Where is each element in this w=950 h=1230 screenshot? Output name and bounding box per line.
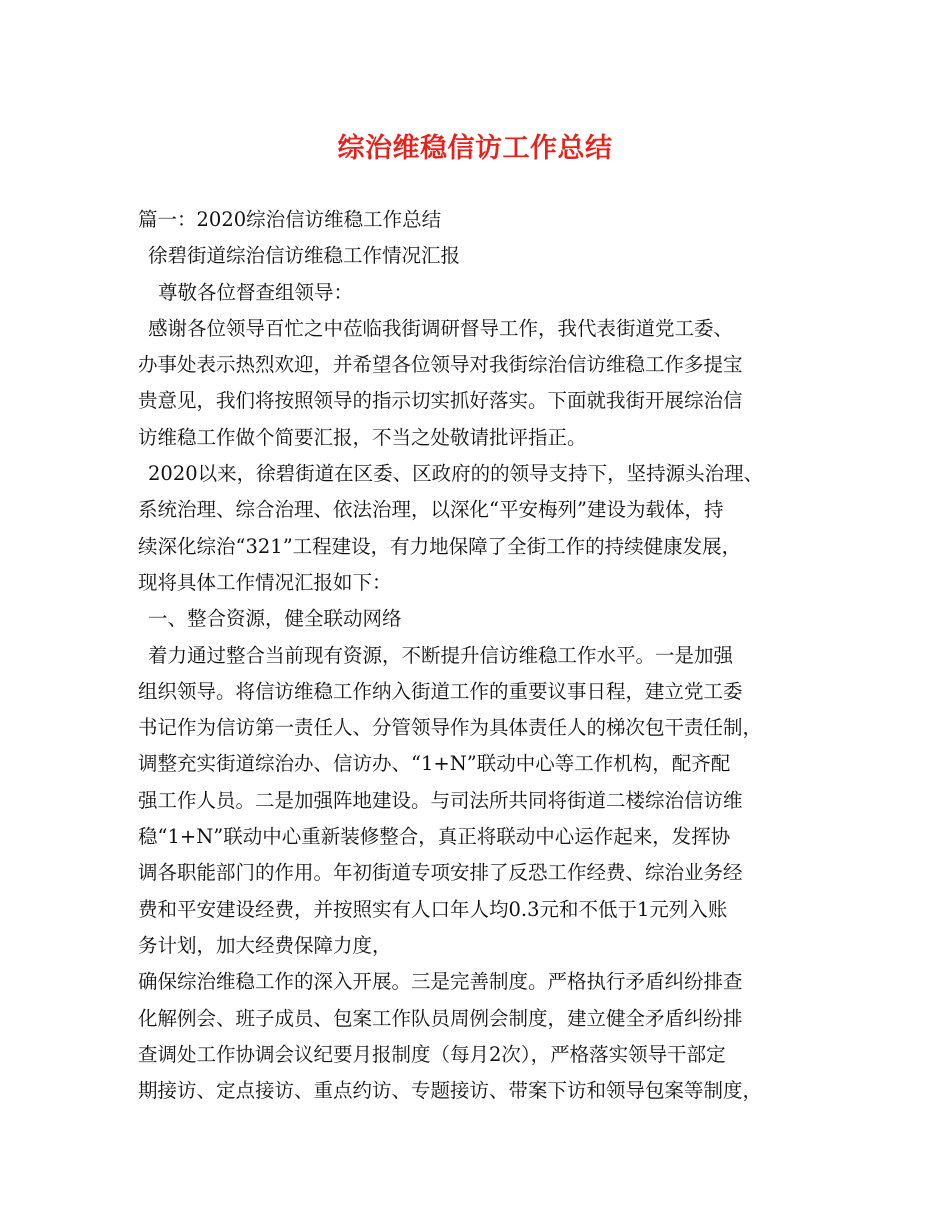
- paragraph-line: 组织领导。将信访维稳工作纳入街道工作的重要议事日程，建立党工委: [138, 679, 743, 703]
- paragraph-line: 强工作人员。二是加强阵地建设。与司法所共同将街道二楼综治信访维: [138, 788, 743, 812]
- paragraph-line: 现将具体工作情况汇报如下：: [138, 570, 392, 594]
- paragraph-line: 查调处工作协调会议纪要月报制度（每月2次），严格落实领导干部定: [138, 1042, 726, 1066]
- paragraph-line: 2020以来，徐碧街道在区委、区政府的的领导支持下，坚持源头治理、: [148, 462, 764, 486]
- paragraph-line: 稳“1+N”联动中心重新装修整合，真正将联动中心运作起来，发挥协: [138, 825, 731, 849]
- salutation: 尊敬各位督查组领导：: [158, 280, 354, 304]
- section-heading: 篇一：2020综治信访维稳工作总结: [138, 208, 442, 231]
- paragraph-line: 系统治理、综合治理、依法治理，以深化“平安梅列”建设为载体，持: [138, 498, 724, 522]
- paragraph-line: 调整充实街道综治办、信访办、“1+N”联动中心等工作机构，配齐配: [138, 752, 731, 776]
- paragraph-line: 着力通过整合当前现有资源，不断提升信访维稳工作水平。一是加强: [148, 643, 734, 667]
- paragraph-line: 贵意见，我们将按照领导的指示切实抓好落实。下面就我街开展综治信: [138, 389, 743, 413]
- paragraph-line: 访维稳工作做个简要汇报，不当之处敬请批评指正。: [138, 425, 587, 449]
- paragraph-line: 化解例会、班子成员、包案工作队员周例会制度，建立健全矛盾纠纷排: [138, 1006, 743, 1030]
- report-title: 徐碧街道综治信访维稳工作情况汇报: [148, 244, 461, 268]
- paragraph-line: 续深化综治“321”工程建设，有力地保障了全街工作的持续健康发展，: [138, 534, 742, 558]
- document-body: [138, 202, 828, 1109]
- paragraph-line: 期接访、定点接访、重点约访、专题接访、带案下访和领导包案等制度，: [138, 1079, 763, 1103]
- subsection-heading: 一、整合资源，健全联动网络: [148, 607, 402, 631]
- document-title: 综治维稳信访工作总结: [337, 133, 613, 164]
- paragraph-line: 办事处表示热烈欢迎，并希望各位领导对我街综治信访维稳工作多提宝: [138, 353, 743, 377]
- paragraph-line: 确保综治维稳工作的深入开展。三是完善制度。严格执行矛盾纠纷排查: [138, 970, 743, 994]
- paragraph-line: 调各职能部门的作用。年初街道专项安排了反恐工作经费、综治业务经: [138, 861, 743, 885]
- paragraph-line: 感谢各位领导百忙之中莅临我街调研督导工作，我代表街道党工委、: [148, 316, 734, 340]
- paragraph-line: 书记作为信访第一责任人、分管领导作为具体责任人的梯次包干责任制，: [138, 716, 763, 740]
- paragraph-line: 务计划，加大经费保障力度，: [138, 933, 392, 957]
- paragraph-line: 费和平安建设经费，并按照实有人口年人均0.3元和不低于1元列入账: [138, 897, 728, 921]
